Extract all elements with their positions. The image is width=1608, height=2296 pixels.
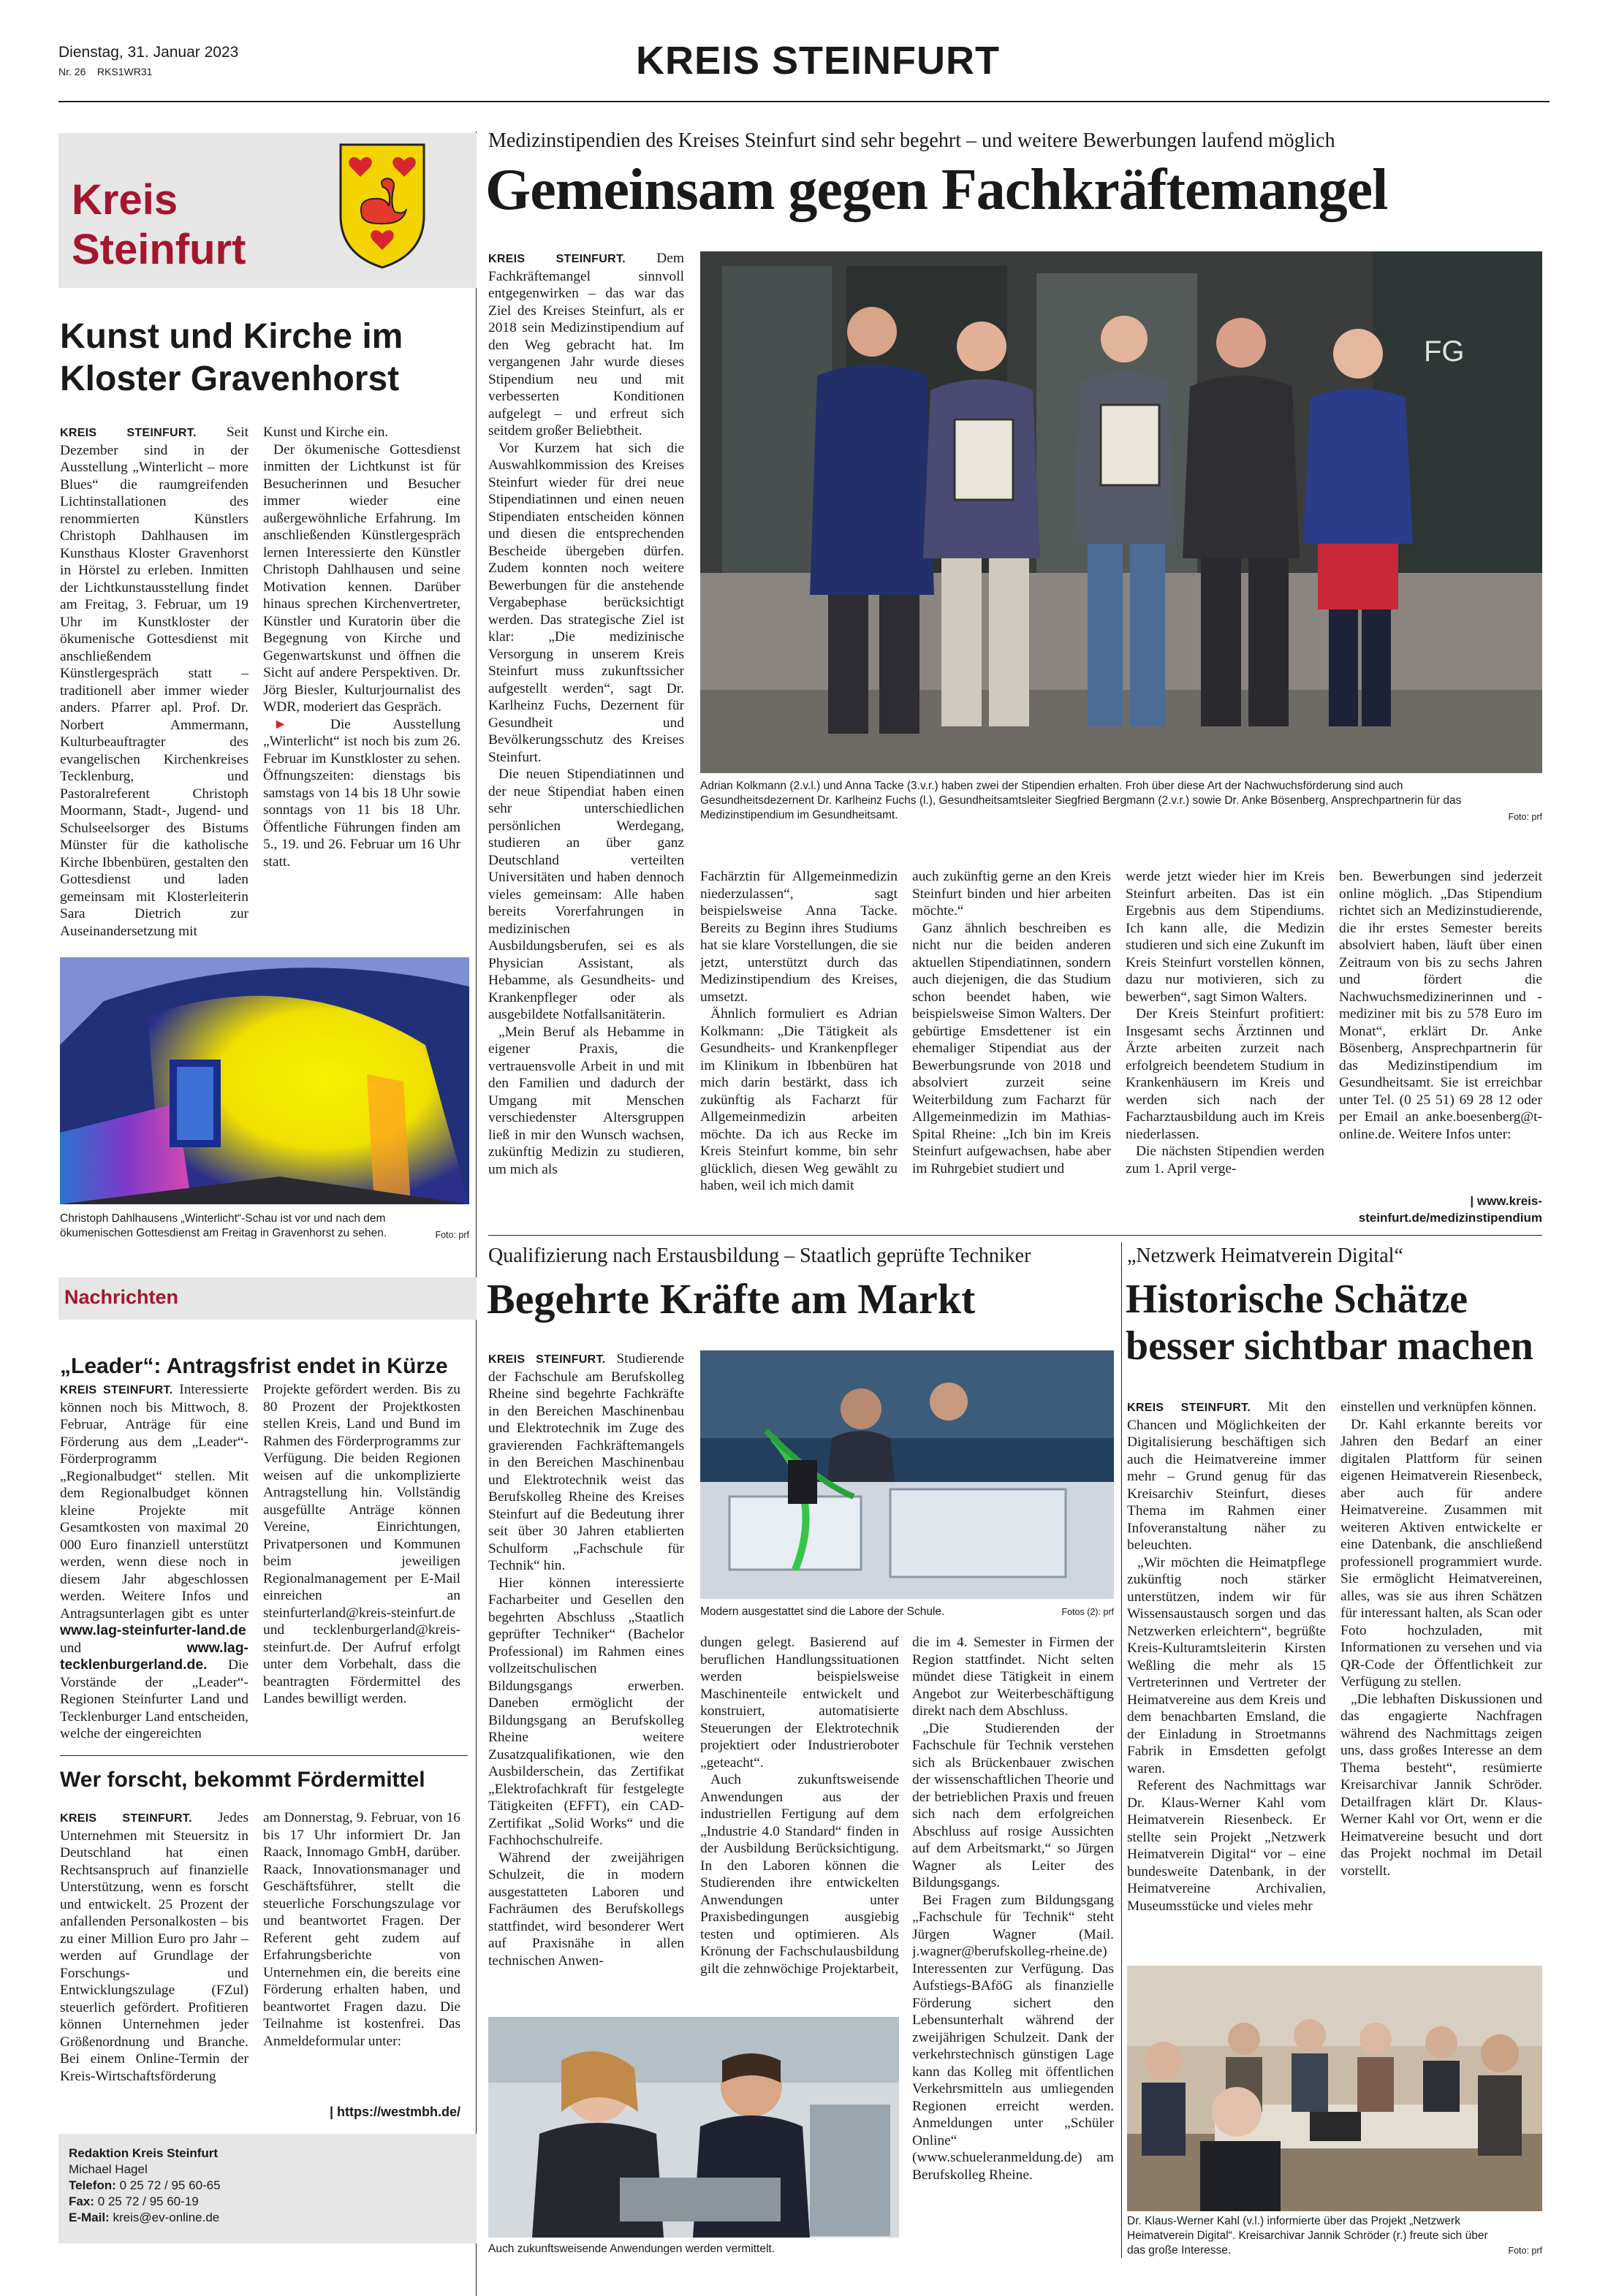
section-title: KREIS STEINFURT (636, 39, 1001, 83)
edition-code: RKS1WR31 (96, 66, 153, 77)
dateline: KREIS STEINFURT. (60, 1812, 192, 1825)
masthead-issue (58, 66, 152, 77)
paragraph: Ganz ähnlich beschreiben es nicht nur die beiden anderen aktuellen Stipendiatinnen, sondern auch diejenigen, die das Studium schon beendet haben, wie beispielsweise Simon Walters. Der gebürtige Emsdettener ist ein ehemaliger Stipendiat aus der Bewerbungsrunde von 2018 und absolviert zurzeit seine Weiterbildung zum Facharzt für Allgemeinmedizin im Mathias-Spital Rheine: „Ich bin im Kreis Steinfurt aufgewachsen, habe aber im Ruhrgebiet studiert und (912, 920, 1111, 1176)
westmbh-link[interactable]: | https://westmbh.de/ (329, 2105, 460, 2119)
caption-text: Modern ausgestattet sind die Labore der Schule. (700, 1605, 945, 1618)
leader-col1 (60, 1381, 249, 1746)
paragraph: am Donnerstag, 9. Februar, von 16 bis 17 Uhr informiert Dr. Jan Raack, Innomago GmbH, darüber. Raack, Innovationsmanager und Geschäftsführer, stellt die steuerliche Forschungszulage vor und beantwortet Fragen. Der Referent geht zudem auf Erfahrungsberichte von Unternehmen ein, die bereits eine Förderung erhalten haben, und beantwortet Fragen dazu. Die Teilnahme ist kostenfrei. Das Anmeldeformular unter: (263, 1810, 460, 2049)
paragraph: ben. Bewerbungen sind jederzeit online möglich. „Das Stipendium richtet sich an Medizinstudierende, die ihr erstes Semester bereits absolviert haben, läuft über einen Zeitraum von bis zu sechs Jahren und fördert die Nachwuchsmedizinerinnen und -mediziner mit bis zu 578 Euro im Monat“, erklärt Dr. Anke Bösenberg, Ansprechpartnerin für das Medizinstipendium im Gesundheitsamt. Sie ist erreichbar unter Tel. (0 25 51) 69 28 12 oder per Email an anke.boesenberg@t-online.de. Weitere Infos unter: (1339, 869, 1542, 1142)
market-kicker: Qualifizierung nach Erstausbildung – Staatlich geprüfte Techniker (488, 1244, 1031, 1267)
lead-col4 (1126, 868, 1324, 1226)
heritage-headline (1126, 1276, 1542, 1369)
body-text: Jedes Unternehmen mit Steuersitz in Deutschland hat einen Rechtsanspruch auf finanzielle Unterstützung, wenn es forscht und entwickelt. 25 Prozent der anfallenden Personalkosten – bis zu einer Million Euro pro Jahr – werden auf Grundlage der Forschungs- und Entwicklungszulage (FZul) steuerlich gefördert. Profitieren können Unternehmen jeder Größenordnung und Branche. Bei einem Online-Termin der Kreis-Wirtschaftsförderung (60, 1810, 249, 2084)
body-text: Interessierte können noch bis Mittwoch, 8. Februar, Anträge für eine Förderung aus dem „Leader“-Förderprogramm „Regionalbudget“ stellen. Mit dem Regionalbudget können kleine Projekte mit Gesamtkosten von maximal 20 000 Euro finanziell unterstützt werden, wenn diese noch in diesem Jahr abgeschlossen werden. Weitere Infos und Antragsunterlagen gibt es unter (60, 1382, 249, 1622)
masthead-rule (58, 101, 1550, 102)
article-kunst-headline (60, 316, 469, 400)
medizinstipendium-link[interactable] (1339, 1193, 1542, 1226)
body-text: und (60, 1640, 82, 1656)
paragraph: Referent des Nachmittags war Dr. Klaus-Werner Kahl vom Heimatverein Riesenbeck. Er stellte sein Projekt „Netzwerk Heimatverein Digital“ vor – eine bundesweite Datenbank, in der Heimatvereine Archivalien, Museumsstücke und vieles mehr (1127, 1778, 1326, 1914)
redaktion-fax: Fax: 0 25 72 / 95 60-19 (69, 2194, 199, 2208)
forscht-headline: Wer forscht, bekommt Fördermittel (60, 1768, 425, 1792)
lag-tecklenburger-link[interactable]: www.lag-tecklenburgerland.de. (60, 1639, 249, 1673)
paragraph: die im 4. Semester in Firmen der Region stattfindet. Nicht selten mündet diese Tätigkeit in einem Angebot zur Weiterbeschäftigung direkt nach dem Abschluss. (912, 1635, 1114, 1719)
market-headline: Begehrte Kräfte am Markt (487, 1275, 976, 1323)
dateline: KREIS STEINFURT. (60, 1384, 173, 1396)
photo-anwendungen-caption: Auch zukunftsweisende Anwendungen werden vermittelt. (488, 2243, 775, 2255)
photo-heimatverein (1127, 1966, 1542, 2211)
redaktion-info (69, 2145, 221, 2226)
market-col1 (488, 1350, 684, 2008)
photo-credit: Foto: prf (435, 1230, 469, 1240)
paragraph: Die nächsten Stipendien werden zum 1. April verge- (1126, 1144, 1324, 1176)
paragraph: Vor Kurzem hat sich die Auswahlkommission des Kreises Steinfurt wieder für drei neue Stipendiatinnen und einen neuen Stipendiaten entscheiden können und diesen die entsprechenden Bescheide übergeben dürfen. Zudem konnten noch weitere Bewerbungen für die anstehende Vergabephase berücksichtigt werden. Das strategische Ziel ist klar: „Die medizinische Versorgung in unserem Kreis Steinfurt muss zukunftssicher aufgestellt werden“, sagt Dr. Karlheinz Fuchs, Dezernent für Gesundheit und Bevölkerungsschutz des Kreises Steinfurt. (488, 440, 684, 765)
lead-col5 (1339, 868, 1542, 1194)
heritage-kicker: „Netzwerk Heimatverein Digital“ (1127, 1244, 1403, 1267)
stipendium-group-image (700, 251, 1542, 773)
paragraph: Bei Fragen zum Bildungsgang „Fachschule für Technik“ steht Jürgen Wagner (Mail. j.wagner@berufskolleg-rheine.de) Interessenten zur Verfügung. Das Aufstiegs-BAföG als finanzielle Förderung sichert den Lebensunterhalt während der zweijährigen Schulzeit. Dank der verkehrstechnisch günstigen Lage kann das Kolleg mit öffentlichen Verkehrsmitteln aus umliegenden Regionen erreicht werden. Anmeldungen unter „Schüler Online“ (www.schueleranmeldung.de) am Berufskolleg Rheine. (912, 1892, 1114, 2183)
paragraph: „Die lebhaften Diskussionen und das engagierte Nachfragen während des Nachmittags zeigen uns, dass großes Interesse an dem Thema besteht“, resümierte Kreisarchivar Jannik Schröder. Detailfragen klärt Dr. Klaus-Werner Kahl vor Ort, wenn er die Heimatvereine besucht und dort das Projekt nochmal im Detail vorstellt. (1340, 1691, 1542, 1879)
redaktion-name: Michael Hagel (69, 2162, 148, 2176)
paragraph: einstellen und verknüpfen können. (1340, 1399, 1537, 1415)
paragraph: Der ökumenische Gottesdienst inmitten der Lichtkunst ist für Besucherinnen und Besucher immer wieder eine außergewöhnliche Erfahrung. Im anschließenden Künstlergespräch lernen Interessierte den Künstler Christoph Dahlhausen und seine Motivation kennen. Darüber hinaus sprechen Kirchenvertreter, Künstler und Kuratorin über die Begegnung von Kirche und Gegenwartskunst und öffnen die Sicht auf andere Perspektiven. Dr. Jörg Biesler, Kulturjournalist des WDR, moderiert das Gespräch. (263, 441, 460, 715)
issue-number: Nr. 26 (58, 66, 86, 77)
market-heritage-divider (1121, 1242, 1122, 2258)
body-text: Studierende der Fachschule am Berufskolleg Rheine sind begehrte Fachkräfte in den Bereichen Maschinenbau und Elektrotechnik im Zuge des gravierenden Fachkräftemangels in den Bereichen Maschinenbau und Elektrotechnik weist das Berufskolleg Rheine des Kreises Steinfurt auf die Bedeutung ihrer seit über 30 Jahren etablierten Schulform „Fachschule für Technik“ hin. (488, 1351, 684, 1573)
link-line-2[interactable]: steinfurt.de/medizinstipendium (1358, 1211, 1542, 1225)
paragraph: auch zukünftig gerne an den Kreis Steinfurt binden und hier arbeiten möchte.“ (912, 869, 1111, 919)
info-marker-icon: ► (273, 716, 288, 732)
brand-line-1: Kreis (72, 176, 178, 224)
photo-credit: Fotos (2): prf (1061, 1607, 1114, 1617)
headline-line-2: Kloster Gravenhorst (60, 360, 400, 398)
paragraph: Während der zweijährigen Schulzeit, die in modern ausgestatteten Laboren und Fachräumen des Berufskollegs stattfindet, wird besonderer Wert auf Praxisnähe in allen technischen Anwen- (488, 1850, 684, 1969)
dateline: KREIS STEINFURT. (1127, 1402, 1251, 1414)
photo-credit: Foto: prf (1508, 2246, 1542, 2256)
paragraph: Auch zukunftsweisende Anwendungen aus der industriellen Fertigung auf dem „Industrie 4.0 Standard“ finden in der Ausbildung Berücksichtigung. In den Laboren können die Studierenden ihre entwickelten Anwendungen unter Praxisbedingungen ausgiebig testen und optimieren. Als Krönung der Fachschulausbildung gilt die zehnwöchige Projektarbeit, (700, 1772, 899, 1977)
redaktion-mail[interactable]: E-Mail: kreis@ev-online.de (69, 2211, 220, 2224)
forscht-col2 (263, 1809, 460, 2106)
lead-bottom-rule (488, 1235, 1542, 1236)
paragraph: dungen gelegt. Basierend auf beruflichen Handlungssituationen werden beispielsweise Maschinenteile entwickelt und konstruiert, automatisierte Steuerungen der Elektrotechnik projektiert oder Industrieroboter „geteacht“. (700, 1635, 899, 1771)
paragraph: Die neuen Stipendiatinnen und der neue Stipendiat haben einen sehr unterschiedlichen persönlichen Werdegang, studieren an über ganz Deutschland verteilten Universitäten und haben dennoch vieles gemeinsam: Alle haben bereits Vorerfahrungen in medizinischen Ausbildungsberufen, sei es als Physician Assistant, als Hebamme, als Gesundheits- und Krankenpfleger oder als ausgebildete Notfallsanitäterin. (488, 767, 684, 1022)
leader-col2 (263, 1381, 460, 1746)
photo-stipendium-caption (700, 779, 1542, 840)
lead-col2 (700, 868, 898, 1226)
winterlicht-image (60, 957, 469, 1204)
paragraph: Hier können interessierte Facharbeiter und Gesellen den begehrten Abschluss „Staatlich geprüfter Techniker“ (Bachelor Professional) im Rahmen eines vollzeitschulischen Bildungsgangs erwerben. Daneben ermöglicht der Bildungsgang an Berufskolleg Rheine weitere Zusatzqualifikationen, wie den Ausbilderschein, das Zertifikat „Elektrofachkraft für festgelegte Tätigkeiten (EFFT), ein CAD-Zertifikat „Solid Works“ und die Fachhochschulreife. (488, 1575, 684, 1848)
brand-line-2: Steinfurt (72, 226, 246, 273)
lead-col3 (912, 868, 1111, 1226)
paragraph: „Wir möchten die Heimatpflege zukünftig noch stärker unterstützen, indem wir für Wissensaustausch sorgen und das Netzwerken erleichtern“, begrüßte Kreis-Kulturamtsleiterin Kirsten Weßling die mehr als 15 Vertreterinnen und Vertreter der Heimatvereine aus dem Kreis und dem benachbarten Emsland, die der Einladung in Stroetmanns Fabrik in Emsdetten gefolgt waren. (1127, 1554, 1326, 1776)
market-col3 (912, 1634, 1114, 2259)
lead-headline: Gemeinsam gegen Fachkräftemangel (485, 158, 1388, 222)
brand-name (72, 175, 246, 275)
redaktion-title: Redaktion Kreis Steinfurt (69, 2146, 219, 2160)
market-col2 (700, 1634, 899, 2008)
heimatverein-meeting-image (1127, 1966, 1542, 2211)
lag-steinfurter-link[interactable]: www.lag-steinfurter-land.de (60, 1622, 246, 1638)
photo-labor-caption (700, 1605, 1114, 1621)
lead-kicker: Medizinstipendien des Kreises Steinfurt sind sehr begehrt – und weitere Bewerbungen laufend möglich (488, 129, 1335, 152)
headline-line-1: Historische Schätze (1126, 1277, 1468, 1322)
lead-col1 (488, 250, 684, 1226)
photo-anwendungen (488, 2017, 899, 2238)
brand-box (58, 133, 477, 288)
redaktion-tel: Telefon: 0 25 72 / 95 60-65 (69, 2178, 221, 2192)
anwendungen-image (488, 2017, 899, 2238)
photo-winterlicht-caption (60, 1212, 469, 1244)
photo-labor (700, 1350, 1114, 1599)
paragraph: Kunst und Kirche ein. (263, 425, 389, 440)
nachrichten-box (58, 1277, 477, 1320)
paragraph: werde jetzt wieder hier im Kreis Steinfurt arbeiten. Das ist ein Ergebnis aus dem Stipendiums. Ich kann alle, die Medizin studieren und sich eine Zukunft im Kreis Steinfurt vorstellen können, dazu nur motivieren, sich zu bewerben“, sagt Simon Walters. (1126, 869, 1324, 1005)
body-text: Mit den Chancen und Möglichkeiten der Digitalisierung beschäftigen sich auch die Heimatvereine immer mehr – Grund genug für das Kreisarchiv Steinfurt, dieses Thema im Rahmen einer Infoveranstaltung näher zu beleuchten. (1127, 1399, 1326, 1553)
heritage-col1 (1127, 1399, 1326, 1957)
paragraph: Ähnlich formuliert es Adrian Kolkmann: „Die Tätigkeit als Gesundheits- und Krankenpfleger im Klinikum in Ibbenbüren hat mich darin bestärkt, dass ich zukünftig als Facharzt für Allgemeinmedizin arbeiten möchte. Da ich aus Recke im Kreis Steinfurt komme, bin sehr glücklich, diesen Weg gewählt zu haben, weil ich mich damit (700, 1006, 898, 1193)
headline-line-1: Kunst und Kirche im (60, 317, 403, 356)
photo-stipendium (700, 251, 1542, 773)
headline-line-2: besser sichtbar machen (1126, 1323, 1533, 1369)
masthead-date: Dienstag, 31. Januar 2023 (58, 44, 239, 61)
article-kunst-col1 (60, 424, 249, 943)
caption-text: Adrian Kolkmann (2.v.l.) und Anna Tacke (3.v.r.) haben zwei der Stipendien erhalten. Froh über diese Art der Nachwuchsförderung sind auch Gesundheitsdezernent Dr. Karlheinz Fuchs (l.), Gesundheitsamtsleiter Siegfried Bergmann (2.v.r.) sowie Dr. Anke Bösenberg, Ansprechpartnerin für das Medizinstipendium im Gesundheitsamt. (700, 780, 1462, 821)
paragraph: Fachärztin für Allgemeinmedizin niederzulassen“, sagt beispielsweise Anna Tacke. Bereits zu Beginn ihres Studiums hat sie klare Vorstellungen, die sie jetzt, unterstützt durch das Medizinstipendium des Kreises, umsetzt. (700, 869, 898, 1005)
paragraph: „Die Studierenden der Fachschule für Technik verstehen sich als Brückenbauer zwischen der wissenschaftlichen Theorie und der betrieblichen Praxis und freuen sich nach dem erfolgreichen Abschluss auf rosige Aussichten auf dem Arbeitsmarkt,“ so Jürgen Wagner als Leiter des Bildungsgangs. (912, 1720, 1114, 1890)
labor-image (700, 1350, 1114, 1599)
photo-credit: Foto: prf (1508, 812, 1542, 822)
heritage-col2 (1340, 1399, 1542, 1957)
body-text: Seit Dezember sind in der Ausstellung „Winterlicht – more Blues“ die raumgreifenden Lichtinstallationen des renommierten Künstlers Christoph Dahlhausen im Kunsthaus Kloster Gravenhorst in Hörstel zu erleben. Inmitten der Lichtkunstausstellung findet am Freitag, 3. Februar, um 19 Uhr im Kunstkloster der ökumenische Gottesdienst mit anschließendem Künstlergespräch statt – traditionell aber immer wieder anders. Pfarrer apl. Prof. Dr. Norbert Ammermann, Kulturbeauftragter des evangelischen Kirchenkreises Tecklenburg, und Pastoralreferent Christoph Moormann, Stadt-, Jugend- und Schulseelsorger des Bistums Münster für die katholische Kirche Ibbenbüren, gestalten den Gottesdienst und laden gemeinsam mit Klosterleiterin Sara Dietrich zur Auseinandersetzung mit (60, 425, 249, 939)
photo-heimatverein-caption (1127, 2214, 1542, 2259)
body-text: Dem Fachkräftemangel sinnvoll entgegenwirken – das war das Ziel des Kreises Steinfurt, als er 2018 sein Medizinstipendium auf den Weg gebracht hat. Im vergangenen Jahr wurde dieses Stipendium neu und mit verbesserten Konditionen aufgelegt – und erfreut sich seitdem großer Beliebtheit. (488, 251, 684, 438)
nachrichten-label: Nachrichten (64, 1286, 179, 1308)
dateline: KREIS STEINFURT. (488, 253, 626, 265)
photo-winterlicht (60, 957, 469, 1204)
paragraph: Der Kreis Steinfurt profitiert: Insgesamt sechs Ärztinnen und Ärzte arbeiten zurzeit nach erfolgreich beendetem Studium in Krankenhäusern im Kreis und werden sich nach der Facharztausbildung auch im Kreis niederlassen. (1126, 1006, 1324, 1142)
article-kunst-col2 (263, 424, 460, 943)
paragraph: Projekte gefördert werden. Bis zu 80 Prozent der Projektkosten stellen Kreis, Land und Bund im Rahmen des Förderprogramms zur Verfügung. Die beiden Regionen weisen auf die unkomplizierte Antragstellung hin. Vollständig ausgefüllte Anträge können Vereine, Einrichtungen, Privatpersonen und Kommunen beim jeweiligen Regionalmanagement per E-Mail einreichen an steinfurterland@kreis-steinfurt.de und tecklenburgerland@kreis-steinfurt.de. Der Aufruf erfolgt unter dem Vorbehalt, dass die beantragten Fördermittel des Landes bewilligt werden. (263, 1382, 460, 1706)
forscht-col1 (60, 1809, 249, 2125)
body-text: Die Vorstände der „Leader“-Regionen Steinfurter Land und Tecklenburger Land entscheiden, welche der eingereichten (60, 1657, 249, 1741)
sidebar-divider (60, 1755, 468, 1756)
link-line-1[interactable]: | www.kreis- (1470, 1194, 1542, 1208)
dateline: KREIS STEINFURT. (488, 1353, 606, 1366)
caption-text: Dr. Klaus-Werner Kahl (v.l.) informierte über das Projekt „Netzwerk Heimatverein Digital“. Kreisarchivar Jannik Schröder (r.) freute sich über das große Interesse. (1127, 2215, 1488, 2257)
dateline: KREIS STEINFURT. (60, 427, 197, 439)
caption-text: Christoph Dahlhausens „Winterlicht“-Schau ist vor und nach dem ökumenischen Gottesdienst am Freitag in Gravenhorst zu sehen. (60, 1212, 387, 1239)
paragraph: Die Ausstellung „Winterlicht“ ist noch bis zum 26. Februar im Kunstkloster zu sehen. Öffnungszeiten: dienstags bis samstags von 14 bis 18 Uhr sowie sonntags von 11 bis 18 Uhr. Öffentliche Führungen finden am 5., 19. und 26. Februar um 16 Uhr statt. (263, 716, 460, 870)
leader-headline: „Leader“: Antragsfrist endet in Kürze (60, 1354, 448, 1378)
redaktion-box (58, 2134, 477, 2243)
link-text[interactable]: https://westmbh.de/ (336, 2105, 460, 2119)
crest-icon (335, 139, 430, 270)
paragraph: „Mein Beruf als Hebamme in eigener Praxis, die vertrauensvolle Arbeit in und mit den Familien und dadurch der Umgang mit Menschen verschiedenster Altersgruppen ließ in mir den Wunsch wachsen, zukünftig Medizin zu studieren, um mich als (488, 1024, 684, 1177)
paragraph: Dr. Kahl erkannte bereits vor Jahren den Bedarf an einer digitalen Plattform für seinen eigenen Heimatverein Riesenbeck, aber auch für andere Heimatvereine. Zusammen mit weiteren Aktiven entwickelte er eine Datenbank, die anschließend professionell programmiert wurde. Sie ermöglicht Heimatvereinen, alles, was sie aus ihren Schätzen für interessant halten, als Scan oder Foto hochzuladen, mit Informationen zu versehen und via QR-Code der Öffentlichkeit zur Verfügung zu stellen. (1340, 1416, 1542, 1689)
svg-text:FG: FG (1424, 335, 1465, 368)
